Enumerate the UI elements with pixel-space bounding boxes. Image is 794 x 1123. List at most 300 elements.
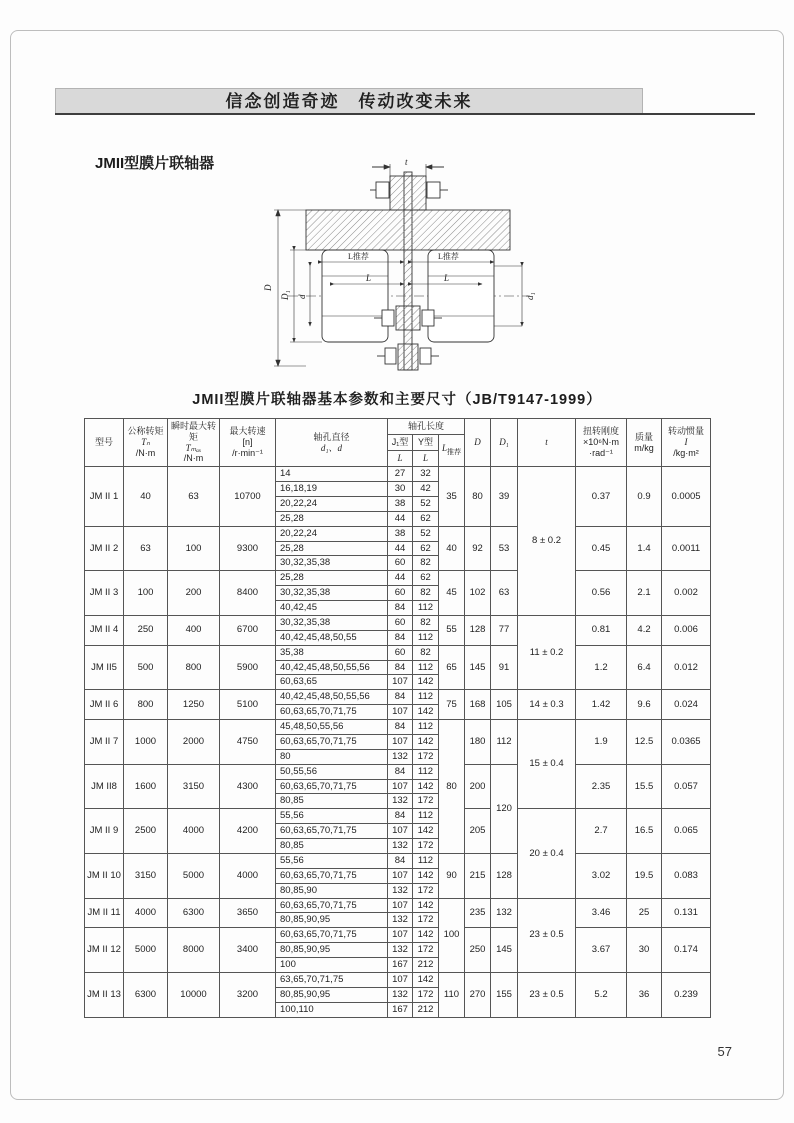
y-length-cell: 62: [413, 571, 439, 586]
hub-left: [322, 250, 388, 342]
t-cell: 14 ± 0.3: [518, 690, 576, 720]
table-row: [85, 809, 711, 824]
col-l-recommended: $L_{推荐}$: [439, 434, 465, 466]
table-row: [85, 645, 711, 660]
y-length-cell: 112: [413, 809, 439, 824]
bore-diameter-cell: 55,56: [276, 853, 388, 868]
nominal-torque-cell: 40: [124, 467, 168, 527]
y-length-cell: 212: [413, 1002, 439, 1017]
nominal-torque-cell: 800: [124, 690, 168, 720]
middle-bolt: [396, 306, 420, 330]
max-speed-cell: 9300: [220, 526, 276, 571]
model-cell: JM II 2: [85, 526, 124, 571]
mass-cell: 4.2: [627, 615, 662, 645]
spec-table: [84, 418, 711, 1018]
max-speed-cell: 3400: [220, 928, 276, 973]
bore-diameter-cell: 80,85: [276, 794, 388, 809]
inertia-cell: 0.239: [662, 972, 711, 1017]
col-y-type: Y型: [413, 434, 439, 451]
j-length-cell: 84: [388, 720, 413, 735]
j-length-cell: 38: [388, 526, 413, 541]
bore-diameter-cell: 30,32,35,38: [276, 556, 388, 571]
l-recommended-cell: 55: [439, 615, 465, 645]
outer-diameter-cell: 215: [465, 853, 491, 898]
outer-diameter-cell: 128: [465, 615, 491, 645]
j-length-cell: 132: [388, 794, 413, 809]
j-length-cell: 84: [388, 601, 413, 616]
nominal-torque-cell: 500: [124, 645, 168, 690]
y-length-cell: 112: [413, 660, 439, 675]
y-length-cell: 112: [413, 764, 439, 779]
max-torque-cell: 400: [168, 615, 220, 645]
y-length-cell: 42: [413, 482, 439, 497]
table-row: [85, 898, 711, 913]
max-speed-cell: 4000: [220, 853, 276, 898]
middle-bolt-nut-right: [422, 310, 434, 326]
outer-diameter-cell: 200: [465, 764, 491, 809]
col-y-length: L: [413, 451, 439, 467]
model-cell: JM II 9: [85, 809, 124, 854]
nominal-torque-cell: 1000: [124, 720, 168, 765]
j-length-cell: 107: [388, 928, 413, 943]
max-torque-cell: 800: [168, 645, 220, 690]
bore-diameter-cell: 60,63,65,70,71,75: [276, 868, 388, 883]
bore-diameter-cell: 45,48,50,55,56: [276, 720, 388, 735]
j-length-cell: 167: [388, 958, 413, 973]
mass-cell: 6.4: [627, 645, 662, 690]
bore-diameter-cell: 60,63,65,70,71,75: [276, 824, 388, 839]
j-length-cell: 107: [388, 868, 413, 883]
bore-diameter-cell: 25,28: [276, 571, 388, 586]
dim-label-d1: d₁: [525, 292, 535, 300]
hub-right: [428, 250, 494, 342]
mass-cell: 2.1: [627, 571, 662, 616]
table-row: [85, 928, 711, 943]
j-length-cell: 44: [388, 541, 413, 556]
table-row: [85, 467, 711, 482]
l-recommended-cell: 40: [439, 526, 465, 571]
max-torque-cell: 2000: [168, 720, 220, 765]
stiffness-cell: 3.67: [576, 928, 627, 973]
y-length-cell: 212: [413, 958, 439, 973]
bore-diameter-cell: 40,42,45,48,50,55,56: [276, 690, 388, 705]
j-length-cell: 132: [388, 839, 413, 854]
t-cell: 8 ± 0.2: [518, 467, 576, 616]
l-recommended-cell: 90: [439, 853, 465, 898]
max-speed-cell: 5900: [220, 645, 276, 690]
outer-diameter-cell: 250: [465, 928, 491, 973]
max-torque-cell: 4000: [168, 809, 220, 854]
l-recommended-cell: 45: [439, 571, 465, 616]
bore-diameter-cell: 55,56: [276, 809, 388, 824]
stiffness-cell: 3.46: [576, 898, 627, 928]
model-cell: JM II8: [85, 764, 124, 809]
col-inertia: 转动惯量 I /kg·m²: [662, 419, 711, 467]
bore-diameter-cell: 40,42,45,48,50,55,56: [276, 660, 388, 675]
y-length-cell: 142: [413, 972, 439, 987]
bore-diameter-cell: 60,63,65,70,71,75: [276, 705, 388, 720]
bottom-bolt-nut-right: [420, 348, 431, 364]
max-torque-cell: 63: [168, 467, 220, 527]
nominal-torque-cell: 63: [124, 526, 168, 571]
y-length-cell: 172: [413, 943, 439, 958]
mass-cell: 19.5: [627, 853, 662, 898]
y-length-cell: 82: [413, 615, 439, 630]
j-length-cell: 60: [388, 556, 413, 571]
inertia-cell: 0.057: [662, 764, 711, 809]
table-row: [85, 571, 711, 586]
y-length-cell: 142: [413, 928, 439, 943]
bore-diameter-cell: 80,85,90,95: [276, 913, 388, 928]
max-speed-cell: 5100: [220, 690, 276, 720]
l-recommended-cell: 35: [439, 467, 465, 527]
bore-diameter-cell: 60,63,65,70,71,75: [276, 898, 388, 913]
y-length-cell: 142: [413, 705, 439, 720]
bore-diameter-cell: 40,42,45: [276, 601, 388, 616]
dim-label-t: t: [405, 158, 408, 167]
dim-label-D: D: [263, 284, 273, 291]
dim-label-d: d: [297, 294, 307, 299]
stiffness-cell: 0.56: [576, 571, 627, 616]
j-length-cell: 84: [388, 853, 413, 868]
outer-diameter-cell: 235: [465, 898, 491, 928]
bore-diameter-cell: 60,63,65,70,71,75: [276, 734, 388, 749]
t-cell: 23 ± 0.5: [518, 972, 576, 1017]
model-cell: JM II 6: [85, 690, 124, 720]
y-length-cell: 142: [413, 779, 439, 794]
bore-diameter-cell: 14: [276, 467, 388, 482]
section-title: JMII型膜片联轴器: [95, 155, 215, 172]
d1-cell: 120: [491, 764, 518, 853]
y-length-cell: 112: [413, 690, 439, 705]
y-length-cell: 52: [413, 496, 439, 511]
j-length-cell: 107: [388, 705, 413, 720]
table-row: [85, 972, 711, 987]
max-torque-cell: 10000: [168, 972, 220, 1017]
coupling-drawing: [258, 158, 542, 382]
max-torque-cell: 3150: [168, 764, 220, 809]
j-length-cell: 107: [388, 972, 413, 987]
l-recommended-cell: 65: [439, 645, 465, 690]
top-bolt-nut-right: [427, 182, 440, 198]
d1-cell: 77: [491, 615, 518, 645]
table-row: [85, 615, 711, 630]
outer-diameter-cell: 145: [465, 645, 491, 690]
y-length-cell: 142: [413, 734, 439, 749]
dim-label-l-right: L: [444, 273, 450, 283]
y-length-cell: 32: [413, 467, 439, 482]
y-length-cell: 172: [413, 749, 439, 764]
stiffness-cell: 1.9: [576, 720, 627, 765]
j-length-cell: 38: [388, 496, 413, 511]
bore-diameter-cell: 63,65,70,71,75: [276, 972, 388, 987]
stiffness-cell: 2.7: [576, 809, 627, 854]
j-length-cell: 84: [388, 690, 413, 705]
outer-diameter-cell: 270: [465, 972, 491, 1017]
stiffness-cell: 3.02: [576, 853, 627, 898]
j-length-cell: 27: [388, 467, 413, 482]
stiffness-cell: 2.35: [576, 764, 627, 809]
col-model: 型号: [85, 419, 124, 467]
bottom-bolt-nut-left: [385, 348, 396, 364]
inertia-cell: 0.131: [662, 898, 711, 928]
d1-cell: 128: [491, 853, 518, 898]
y-length-cell: 172: [413, 987, 439, 1002]
mass-cell: 30: [627, 928, 662, 973]
nominal-torque-cell: 3150: [124, 853, 168, 898]
bore-diameter-cell: 80,85,90: [276, 883, 388, 898]
t-cell: 20 ± 0.4: [518, 809, 576, 898]
table-row: [85, 526, 711, 541]
d1-cell: 132: [491, 898, 518, 928]
y-length-cell: 172: [413, 794, 439, 809]
table-row: [85, 690, 711, 705]
stiffness-cell: 0.81: [576, 615, 627, 645]
max-torque-cell: 1250: [168, 690, 220, 720]
outer-diameter-cell: 80: [465, 467, 491, 527]
y-length-cell: 82: [413, 645, 439, 660]
y-length-cell: 112: [413, 601, 439, 616]
inertia-cell: 0.083: [662, 853, 711, 898]
dim-label-lrec-right: L推荐: [438, 252, 459, 261]
mass-cell: 0.9: [627, 467, 662, 527]
max-speed-cell: 10700: [220, 467, 276, 527]
nominal-torque-cell: 4000: [124, 898, 168, 928]
y-length-cell: 172: [413, 883, 439, 898]
inertia-cell: 0.065: [662, 809, 711, 854]
j-length-cell: 84: [388, 764, 413, 779]
bore-diameter-cell: 60,63,65,70,71,75: [276, 779, 388, 794]
dim-label-D1: D₁: [280, 290, 290, 300]
y-length-cell: 62: [413, 511, 439, 526]
table-row: [85, 853, 711, 868]
t-cell: 15 ± 0.4: [518, 720, 576, 809]
bore-diameter-cell: 40,42,45,48,50,55: [276, 630, 388, 645]
j-length-cell: 30: [388, 482, 413, 497]
max-torque-cell: 100: [168, 526, 220, 571]
outer-diameter-cell: 205: [465, 809, 491, 854]
y-length-cell: 172: [413, 913, 439, 928]
d1-cell: 145: [491, 928, 518, 973]
nominal-torque-cell: 100: [124, 571, 168, 616]
bore-diameter-cell: 60,63,65: [276, 675, 388, 690]
j-length-cell: 132: [388, 987, 413, 1002]
table-row: [85, 720, 711, 735]
max-speed-cell: 4200: [220, 809, 276, 854]
stiffness-cell: 5.2: [576, 972, 627, 1017]
model-cell: JM II5: [85, 645, 124, 690]
j-length-cell: 132: [388, 749, 413, 764]
col-stiffness: 扭转刚度 ×10⁶N·m ·rad⁻¹: [576, 419, 627, 467]
bore-diameter-cell: 35,38: [276, 645, 388, 660]
y-length-cell: 112: [413, 853, 439, 868]
col-t: t: [518, 419, 576, 467]
mass-cell: 1.4: [627, 526, 662, 571]
j-length-cell: 107: [388, 734, 413, 749]
y-length-cell: 172: [413, 839, 439, 854]
top-flange: [390, 176, 426, 210]
j-length-cell: 132: [388, 943, 413, 958]
j-length-cell: 84: [388, 809, 413, 824]
nominal-torque-cell: 250: [124, 615, 168, 645]
model-cell: JM II 7: [85, 720, 124, 765]
j-length-cell: 167: [388, 1002, 413, 1017]
bore-diameter-cell: 60,63,65,70,71,75: [276, 928, 388, 943]
bore-diameter-cell: 100: [276, 958, 388, 973]
dim-label-l-left: L: [366, 273, 372, 283]
d1-cell: 155: [491, 972, 518, 1017]
model-cell: JM II 13: [85, 972, 124, 1017]
y-length-cell: 62: [413, 541, 439, 556]
l-recommended-cell: 75: [439, 690, 465, 720]
y-length-cell: 112: [413, 720, 439, 735]
max-speed-cell: 4750: [220, 720, 276, 765]
bore-diameter-cell: 80,85: [276, 839, 388, 854]
stiffness-cell: 1.42: [576, 690, 627, 720]
inertia-cell: 0.0365: [662, 720, 711, 765]
model-cell: JM II 10: [85, 853, 124, 898]
j-length-cell: 84: [388, 660, 413, 675]
stiffness-cell: 1.2: [576, 645, 627, 690]
nominal-torque-cell: 6300: [124, 972, 168, 1017]
j-length-cell: 107: [388, 675, 413, 690]
model-cell: JM II 12: [85, 928, 124, 973]
outer-diameter-cell: 92: [465, 526, 491, 571]
max-torque-cell: 8000: [168, 928, 220, 973]
j-length-cell: 60: [388, 645, 413, 660]
col-j-length: L: [388, 451, 413, 467]
slogan-banner: 信念创造奇迹 传动改变未来: [55, 88, 643, 114]
col-max-speed: 最大转速 [n] /r·min⁻¹: [220, 419, 276, 467]
bore-diameter-cell: 80: [276, 749, 388, 764]
j-length-cell: 107: [388, 779, 413, 794]
mass-cell: 16.5: [627, 809, 662, 854]
l-recommended-cell: 100: [439, 898, 465, 972]
max-speed-cell: 6700: [220, 615, 276, 645]
banner-underline: [55, 113, 755, 115]
col-max-torque: 瞬时最大转矩 Tₘₐₓ /N·m: [168, 419, 220, 467]
middle-bolt-nut-left: [382, 310, 394, 326]
j-length-cell: 132: [388, 883, 413, 898]
mass-cell: 36: [627, 972, 662, 1017]
nominal-torque-cell: 1600: [124, 764, 168, 809]
bore-diameter-cell: 20,22,24: [276, 526, 388, 541]
outer-diameter-cell: 102: [465, 571, 491, 616]
d1-cell: 63: [491, 571, 518, 616]
top-bolt-nut-left: [376, 182, 389, 198]
d1-cell: 53: [491, 526, 518, 571]
max-speed-cell: 4300: [220, 764, 276, 809]
max-speed-cell: 3200: [220, 972, 276, 1017]
max-speed-cell: 8400: [220, 571, 276, 616]
inertia-cell: 0.174: [662, 928, 711, 973]
j-length-cell: 60: [388, 615, 413, 630]
table-title: JMII型膜片联轴器基本参数和主要尺寸（JB/T9147-1999）: [192, 392, 602, 408]
bore-diameter-cell: 16,18,19: [276, 482, 388, 497]
max-torque-cell: 200: [168, 571, 220, 616]
inertia-cell: 0.024: [662, 690, 711, 720]
inertia-cell: 0.0005: [662, 467, 711, 527]
y-length-cell: 82: [413, 556, 439, 571]
table-header: [85, 419, 711, 467]
t-cell: 11 ± 0.2: [518, 615, 576, 689]
inertia-cell: 0.0011: [662, 526, 711, 571]
stiffness-cell: 0.45: [576, 526, 627, 571]
l-recommended-cell: 80: [439, 720, 465, 854]
dim-label-lrec-left: L推荐: [348, 252, 369, 261]
inertia-cell: 0.002: [662, 571, 711, 616]
d1-cell: 39: [491, 467, 518, 527]
bore-diameter-cell: 80,85,90,95: [276, 943, 388, 958]
col-bore-diameter: 轴孔直径 d₁、d: [276, 419, 388, 467]
j-length-cell: 132: [388, 913, 413, 928]
bore-diameter-cell: 20,22,24: [276, 496, 388, 511]
col-D1: D₁: [491, 419, 518, 467]
bore-diameter-cell: 30,32,35,38: [276, 615, 388, 630]
table-body: [85, 467, 711, 1017]
nominal-torque-cell: 5000: [124, 928, 168, 973]
y-length-cell: 52: [413, 526, 439, 541]
table-row: [85, 764, 711, 779]
y-length-cell: 142: [413, 868, 439, 883]
j-length-cell: 107: [388, 898, 413, 913]
mass-cell: 12.5: [627, 720, 662, 765]
bore-diameter-cell: 100,110: [276, 1002, 388, 1017]
outer-diameter-cell: 168: [465, 690, 491, 720]
t-cell: 23 ± 0.5: [518, 898, 576, 972]
max-torque-cell: 6300: [168, 898, 220, 928]
max-speed-cell: 3650: [220, 898, 276, 928]
bore-diameter-cell: 80,85,90,95: [276, 987, 388, 1002]
max-torque-cell: 5000: [168, 853, 220, 898]
col-bore-length: 轴孔长度: [388, 419, 465, 435]
j-length-cell: 60: [388, 586, 413, 601]
col-mass: 质量 m/kg: [627, 419, 662, 467]
model-cell: JM II 1: [85, 467, 124, 527]
bore-diameter-cell: 30,32,35,38: [276, 586, 388, 601]
y-length-cell: 82: [413, 586, 439, 601]
j-length-cell: 44: [388, 571, 413, 586]
mass-cell: 15.5: [627, 764, 662, 809]
mass-cell: 25: [627, 898, 662, 928]
col-j-type: J₁型: [388, 434, 413, 451]
outer-diameter-cell: 180: [465, 720, 491, 765]
model-cell: JM II 3: [85, 571, 124, 616]
bottom-bolt: [398, 344, 418, 370]
d1-cell: 91: [491, 645, 518, 690]
j-length-cell: 84: [388, 630, 413, 645]
page-number: 57: [717, 1044, 732, 1059]
inertia-cell: 0.006: [662, 615, 711, 645]
bore-diameter-cell: 25,28: [276, 541, 388, 556]
col-D: D: [465, 419, 491, 467]
j-length-cell: 44: [388, 511, 413, 526]
d1-cell: 105: [491, 690, 518, 720]
l-recommended-cell: 110: [439, 972, 465, 1017]
j-length-cell: 107: [388, 824, 413, 839]
d1-cell: 112: [491, 720, 518, 765]
y-length-cell: 142: [413, 898, 439, 913]
model-cell: JM II 4: [85, 615, 124, 645]
mass-cell: 9.6: [627, 690, 662, 720]
bore-diameter-cell: 50,55,56: [276, 764, 388, 779]
stiffness-cell: 0.37: [576, 467, 627, 527]
model-cell: JM II 11: [85, 898, 124, 928]
inertia-cell: 0.012: [662, 645, 711, 690]
nominal-torque-cell: 2500: [124, 809, 168, 854]
y-length-cell: 112: [413, 630, 439, 645]
sleeve-section: [306, 210, 510, 250]
